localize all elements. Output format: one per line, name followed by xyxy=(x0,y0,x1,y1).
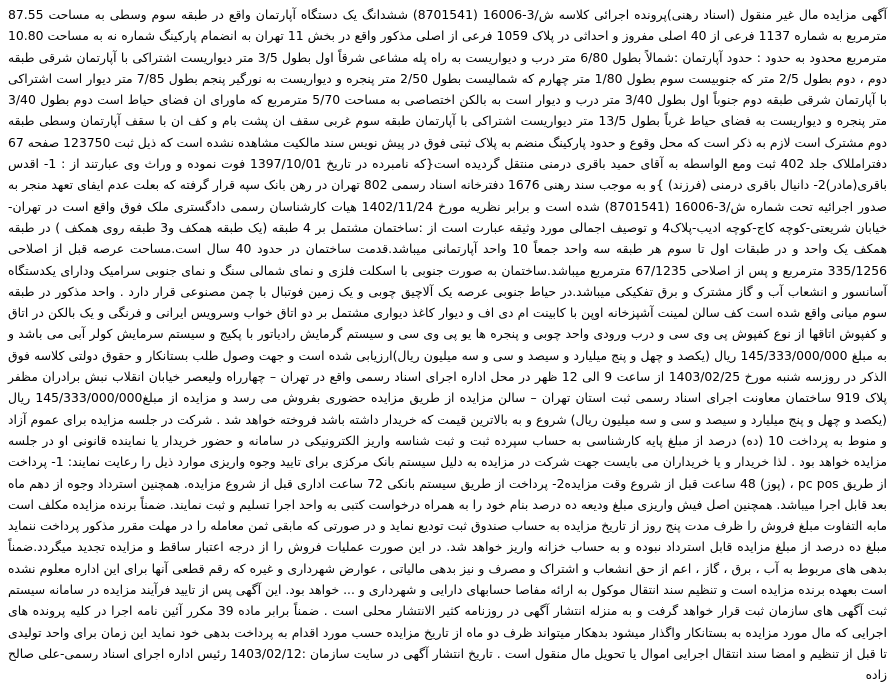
auction-notice-text: آگهی مزایده مال غیر منقول (اسناد رهنی)پرونده اجرائی کلاسه ش/3-16006 (8701541) ششدانگ یک دستگاه آپارتمان واقع در طبقه سوم وسطی به مساحت 87.55 مترمربع به شماره 1137 فرعی از 40 اصلی مفروز و احداثی در پلاک 1059 فرعی از اصلی مذکور واقع در بخش 11 تهران به انضمام پارکینگ شماره نه به مساحت 10.80 مترمربع محدود به حدود : حدود آپارتمان :شمالاً بطول 6/80 متر درب و دیواریست به راه پله مشاعی شرقاً اول بطول 3/5 متر دیواریست اشتراکی با آپارتمان شرقی طبقه دوم ، دوم بطول 2/5 متر که جنوبیست سوم بطول 1/80 متر چهارم که شمالیست بطول 2/50 متر پنجره و دیواریست به نورگیر پنجم بطول 7/85 متر دیوار است اشتراکی با آپارتمان شرقی طبقه دوم جنوباً اول بطول 3/40 متر درب و دیوار است به بالکن اختصاصی به مساحت 5/70 مترمربع که ماورای ان فضای حیاط است دوم بطول 3/40 متر پنجره و دیواریست به فضای حیاط غرباً بطول 13/5 متر دیواریست اشتراکی با آپارتمان طبقه سوم غربی سقف ان پشت بام و کف ان با سقف آپارتمان وسطی طبقه دوم مشترک است لازم به ذکر است که محل وقوع و حدود پارکینگ منضم به پلاک ثبتی فوق در پیش نویس سند مالکیت مشاهده نشده است که ذیل ثبت 123750 صفحه 67 دفترامللاک جلد 402 ثبت ومع الواسطه به آقای حمید باقری درمنی منتقل گردیده است{که نامبرده در تاریخ 1397/10/01 فوت نموده و وراث وی عبارتند از : 1- اقدس باقری(مادر)2- دانیال باقری درمنی (فرزند) }و به موجب سند رهنی 1676 دفترخانه اسناد رسمی 802 تهران در رهن بانک سپه قرار گرفته که بعلت عدم ایفای تعهد منجر به صدور اجرائیه تحت شماره ش/3-16006 (8701541) شده است و برابر نظریه مورخ 1402/11/24 هیات کارشناسان رسمی دادگستری ملک فوق واقع است در تهران- خیابان شریعتی-کوچه کاج-کوچه ادیب-پلاک4 و توصیف اجمالی مورد وثیقه عبارت است از :ساختمان مشتمل بر 4 طبقه (یک طبقه همکف و3 طبقه روی همکف ) در طبقه همکف یک واحد و در طبقات اول تا سوم هر طبقه سه واحد جمعاً 10 واحد آپارتمانی میباشد.قدمت ساختمان در حدود 40 سال است.مساحت عرصه قبل از اصلاحی 335/1256 مترمربع و پس از اصلاحی 67/1235 مترمربع میباشد.ساختمان به صورت جنوبی با اسکلت فلزی و نمای شمالی سنگ و نمای جنوبی سرامیک ودارای یکدستگاه آسانسور و انشعاب آب و گاز مشترک و برق تفکیکی میباشد.در حیاط جنوبی عرصه یک آلاچیق چوبی و یک زمین فوتبال با چمن مصنوعی قرار دارد . واحد مذکور در طبقه سوم میانی واقع شده است کف سالن لمینت آشپزخانه اوپن با کابینت ام دی اف و دیوار کاغذ دیواری مشتمل بر دو اتاق خواب وسرویس ایرانی و فرنگی و یک بالکن در اتاق و کفپوش اتاقها از نوع کفپوش پی وی سی و درب ورودی واحد چوبی و پنجره ها یو پی وی سی و سیستم گرمایش رادیاتور با پکیج و سیستم سرمایش کولر آبی می باشد و به مبلغ 145/333/000/000 ریال (یکصد و چهل و پنج میلیارد و سیصد و سی و سه میلیون ریال)ارزیابی شده است و جهت وصول طلب بستانکار و حقوق دولتی کلاسه فوق الذکر در روزسه شنبه مورخ 1403/02/25 از ساعت 9 الی 12 ظهر در محل اداره اجرای اسناد رسمی واقع در تهران – چهارراه ولیعصر خیابان انقلاب نبش برادران مظفر پلاک 919 ساختمان معاونت اجرای اسناد رسمی ثبت استان تهران – سالن مزایده از طریق مزایده حضوری بفروش می رسد و مزایده از مبلغ145/333/000/000 ریال (یکصد و چهل و پنج میلیارد و سیصد و سی و سه میلیون ریال) شروع و به بالاترین قیمت که خریدار داشته باشد فروخته خواهد شد . شرکت در جلسه مزایده برای عموم آزاد و منوط به پرداخت 10 (ده) درصد از مبلغ پایه کارشناسی به حساب سپرده ثبت و ثبت شناسه واریز الکترونیکی در سامانه و حضور خریدار یا نماینده قانونی او در جلسه مزایده خواهد بود . لذا خریدار و یا خریداران می بایست جهت شرکت در مزایده به دلیل سیستم بانک مرکزی برای تایید وجوه واریزی موارد ذیل را رعایت نمایند: 1- پرداخت از طریق pc pos ، (پوز) 48 ساعت قبل از شروع وقت مزایده2- پرداخت از طریق سیستم بانکی 72 ساعت اداری قبل از شروع مزایده. همچنین استرداد وجوه از دهم ماه بعد قابل اجرا میباشد. همچنین اصل فیش واریزی مبلغ ودیعه ده درصد بنام خود را به همراه درخواست کتبی به واحد اجرا تسلیم و ثبت نمایند. ضمناً برنده مزایده مکلف است مابه التفاوت مبلغ فروش را ظرف مدت پنج روز از تاریخ مزایده به حساب صندوق ثبت تودیع نماید و در صورتی که مابقی ثمن معامله را در مهلت مقرر مذکور پرداخت ننماید مبلغ ده درصد از مبلغ مزایده قابل استرداد نبوده و به حساب خزانه واریز خواهد شد. در این صورت عملیات فروش را از درجه اعتبار ساقط و مزایده تجدید میگردد.ضمناً بدهی های مربوط به آب ، برق ، گاز ، اعم از حق انشعاب و اشتراک و مصرف و نیز بدهی مالیاتی ، عوارض شهرداری و غیره که رقم قطعی آنها برای این اداره معلوم نشده است بعهده برنده مزایده است و تنظیم سند انتقال موکول به ارائه مفاصا حسابهای دارایی و شهرداری و ... خواهد بود. این آگهی پس از تایید فرآیند مزایده در سامانه سیستم ثبت آگهی های سازمان ثبت قرار خواهد گرفت و به منزله انتشار آگهی در روزنامه کثیر الانتشار محلی است . ضمناً برابر ماده 39 مکرر آئین نامه اجرا در کلیه پرونده های اجرایی که مال مورد مزایده به بستانکار واگذار میشود بدهکار میتواند ظرف دو ماه از تاریخ مزایده حسب مورد اقدام به پرداخت بدهی خود نماید این زمان برای واحد تولیدی تا قبل از تنظیم و امضا سند انتقال اجرایی اموال یا تحویل مال منقول است . تاریخ انتشار آگهی در سایت سازمان :1403/02/12 رئیس اداره اجرای اسناد رسمی-علی صالح زاده xyxy=(8,7,888,683)
